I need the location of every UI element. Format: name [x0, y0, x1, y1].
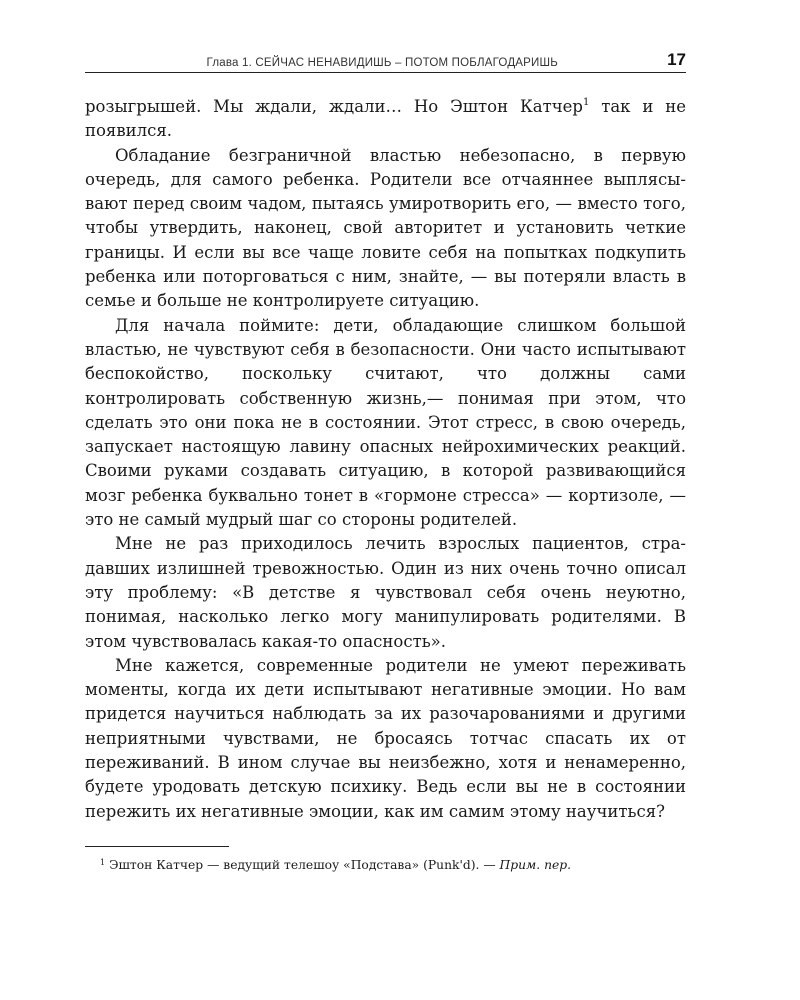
footnote [85, 857, 686, 874]
paragraph-3: Для начала поймите: дети, обладающие слишком большой властью, не чувствуют себя в безопасности. Они часто испытывают беспокойство, поскольку считают, что должны сами контролировать собственную жизнь,— понимая при этом, что сделать это они пока не в состоянии. Этот стресс, в свою очередь, запускает настоящую лавину опасных нейрохимических реакций. Своими руками создавать ситуацию, в которой развивающийся мозг ребенка буквально тонет в «гормоне стресса» — кортизоле, — это не самый мудрый шаг со стороны родителей. [85, 315, 686, 530]
paragraph-1-text: розыгрышей. Мы ждали, ждали… Но Эштон Катчер [85, 97, 583, 116]
book-page [85, 50, 686, 950]
paragraph-4: Мне не раз приходилось лечить взрослых пациентов, страдавших излишней тревожностью. Один из них очень точно описал эту проблему: «В детстве я чувствовал себя очень неуютно, понимая, насколько легко могу манипулировать родителями. В этом чувствовалась какая-то опасность». [85, 534, 686, 651]
footnote-text: Эштон Катчер — ведущий телешоу «Подстава» (Punk'd). — [109, 857, 500, 872]
paragraph-1 [85, 95, 686, 144]
paragraph-5: Мне кажется, современные родители не умеют переживать моменты, когда их дети испытывают негативные эмоции. Но вам придется научиться наблюдать за их разочарованиями и другими неприятными чувствами, не бросаясь тотчас спасать их от переживаний. В ином случае вы неизбежно, хотя и ненамеренно, будете уродовать детскую психику. Ведь если вы не в состоянии пережить их негативные эмоции, как им самим этому научиться? [85, 655, 686, 821]
footnote-divider [85, 846, 229, 847]
paragraph-1-tail: так и не появился. [85, 97, 686, 141]
page-number: 17 [667, 50, 686, 69]
body-text [85, 95, 686, 824]
footnote-marker: 1 [100, 857, 106, 867]
paragraph-2: Обладание безграничной властью небезопасно, в первую очередь, для самого ребенка. Родители все отчаяннее выплясывают перед своим чадом, пытаясь умиротворить его, — вместо того, чтобы утвердить, наконец, свой авторитет и установить четкие границы. И если вы все чаще ловите себя на попытках подкупить ребенка или поторговаться с ним, знайте, — вы потеряли власть в семье и больше не контролируете ситуацию. [85, 145, 686, 311]
running-header [85, 50, 686, 73]
footnote-reference: 1 [582, 97, 590, 108]
chapter-title: Глава 1. СЕЙЧАС НЕНАВИДИШЬ – ПОТОМ ПОБЛАГОДАРИШЬ [206, 57, 558, 69]
footnote-note: Прим. пер. [499, 857, 572, 872]
